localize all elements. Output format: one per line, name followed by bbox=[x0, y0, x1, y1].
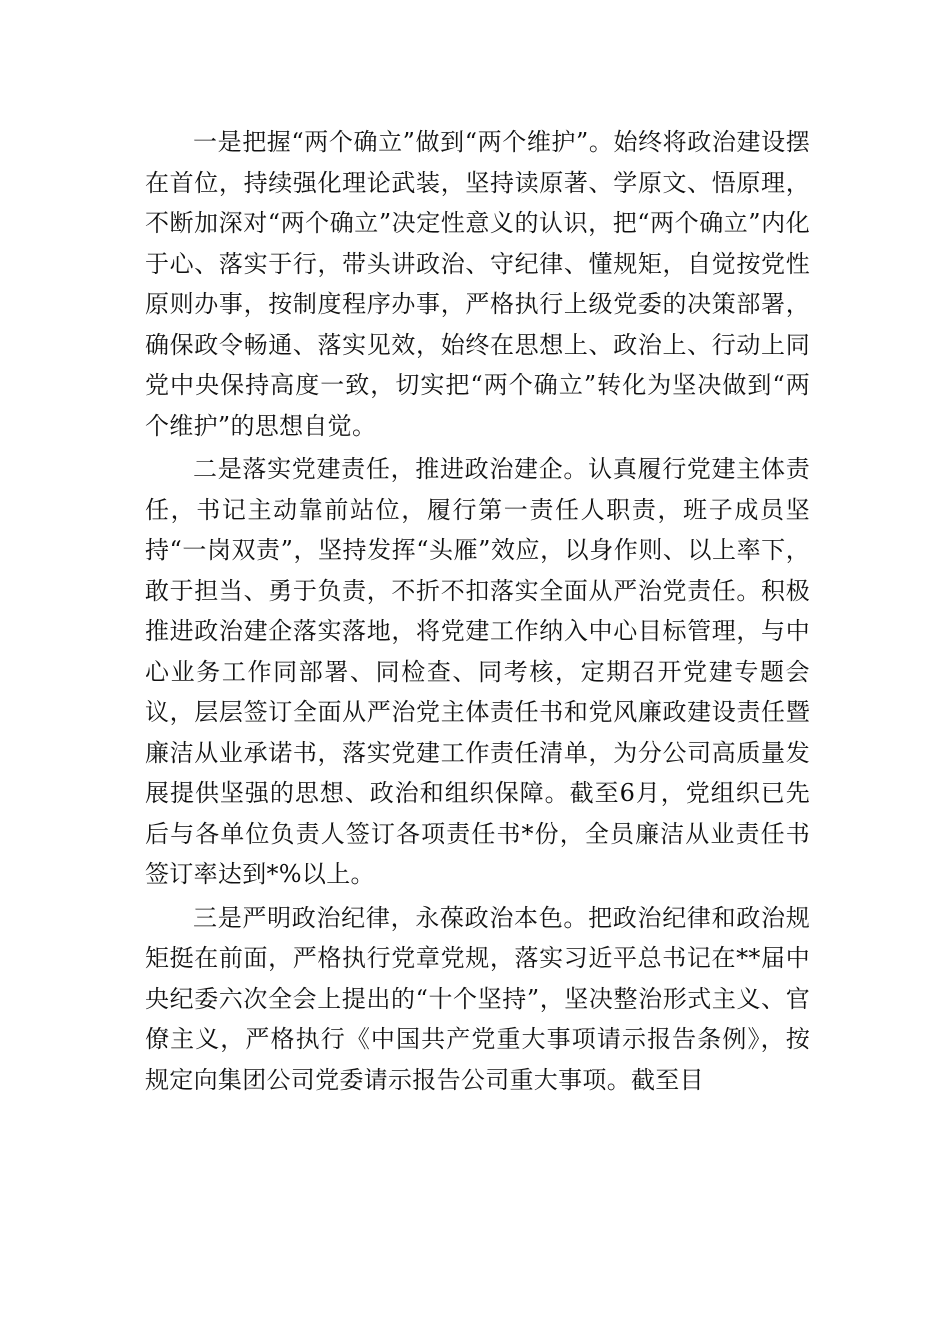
document-body bbox=[145, 122, 810, 1100]
paragraph-2: 二是落实党建责任，推进政治建企。认真履行党建主体责任，书记主动靠前站位，履行第一责任人职责，班子成员坚持“一岗双责”，坚持发挥“头雁”效应，以身作则、以上率下，敢于担当、勇于负责，不折不扣落实全面从严治党责任。积极推进政治建企落实落地，将党建工作纳入中心目标管理，与中心业务工作同部署、同检查、同考核，定期召开党建专题会议，层层签订全面从严治党主体责任书和党风廉政建设责任暨廉洁从业承诺书，落实党建工作责任清单，为分公司高质量发展提供坚强的思想、政治和组织保障。截至6月，党组织已先后与各单位负责人签订各项责任书*份，全员廉洁从业责任书签订率达到*%以上。 bbox=[145, 455, 810, 888]
paragraph-3: 三是严明政治纪律，永葆政治本色。把政治纪律和政治规矩挺在前面，严格执行党章党规，落实习近平总书记在**届中央纪委六次全会上提出的“十个坚持”，坚决整治形式主义、官僚主义，严格执行《中国共产党重大事项请示报告条例》，按规定向集团公司党委请示报告公司重大事项。截至目 bbox=[145, 903, 810, 1094]
paragraph-1: 一是把握“两个确立”做到“两个维护”。始终将政治建设摆在首位，持续强化理论武装，坚持读原著、学原文、悟原理，不断加深对“两个确立”决定性意义的认识，把“两个确立”内化于心、落实于行，带头讲政治、守纪律、懂规矩，自觉按党性原则办事，按制度程序办事，严格执行上级党委的决策部署，确保政令畅通、落实见效，始终在思想上、政治上、行动上同党中央保持高度一致，切实把“两个确立”转化为坚决做到“两个维护”的思想自觉。 bbox=[145, 128, 810, 440]
